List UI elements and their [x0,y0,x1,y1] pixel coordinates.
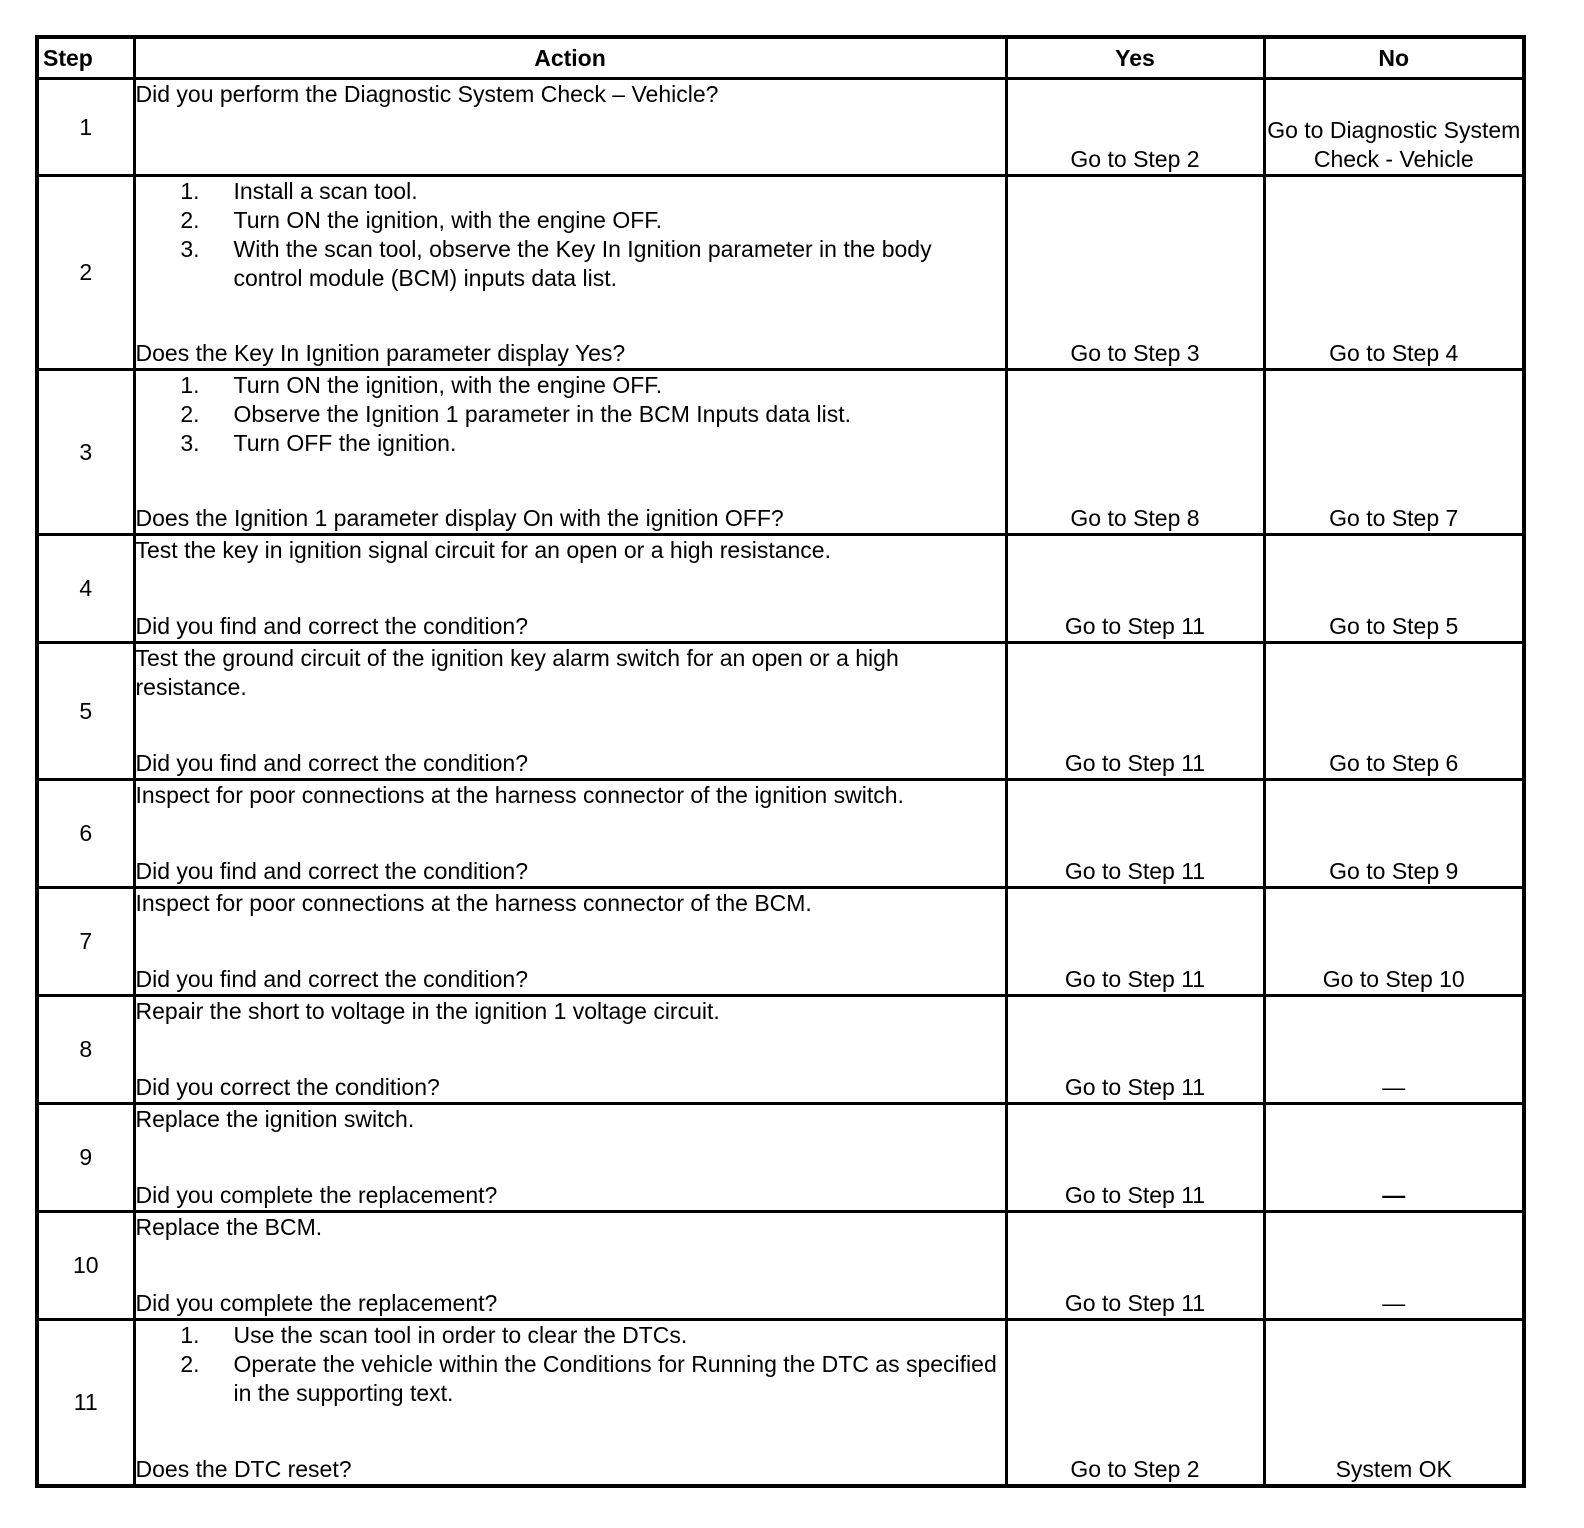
step-number: 9 [37,1104,134,1212]
table-row [37,176,1524,370]
step-number: 2 [37,176,134,370]
header-yes: Yes [1006,37,1264,79]
action-instruction: Test the key in ignition signal circuit for an open or a high resistance. [135,537,831,563]
yes-cell: Go to Step 11 [1006,996,1264,1104]
action-step-item: 1. Turn ON the ignition, with the engine OFF. [180,372,663,398]
action-question: Did you find and correct the condition? [135,966,529,992]
action-question: Does the Ignition 1 parameter display On with the ignition OFF? [135,505,784,531]
action-question: Did you find and correct the condition? [135,613,529,639]
table-row [37,1104,1524,1212]
action-cell [134,780,1006,888]
action-content [136,997,1005,1102]
yes-cell: Go to Step 11 [1006,1212,1264,1320]
no-cell: — [1264,1104,1524,1212]
yes-cell: Go to Step 2 [1006,79,1264,176]
no-cell: Go to Step 7 [1264,370,1524,535]
no-cell: System OK [1264,1320,1524,1487]
action-cell [134,888,1006,996]
action-content [136,371,1005,533]
action-cell [134,535,1006,643]
step-number: 5 [37,643,134,780]
action-question: Did you correct the condition? [135,1074,440,1100]
action-instruction: Inspect for poor connections at the harness connector of the ignition switch. [135,782,904,808]
no-cell: — [1264,996,1524,1104]
step-number: 10 [37,1212,134,1320]
step-number: 8 [37,996,134,1104]
step-number: 4 [37,535,134,643]
header-row [37,37,1524,79]
table-header [37,37,1524,79]
action-content [136,1321,1005,1484]
table-row [37,996,1524,1104]
action-cell [134,643,1006,780]
table-row [37,780,1524,888]
no-cell: Go to Step 6 [1264,643,1524,780]
action-instruction: Test the ground circuit of the ignition key alarm switch for an open or a high resistance. [135,645,899,700]
action-instruction: Did you perform the Diagnostic System Check – Vehicle? [135,81,719,107]
yes-cell: Go to Step 11 [1006,643,1264,780]
yes-cell: Go to Step 11 [1006,1104,1264,1212]
action-question: Does the Key In Ignition parameter display Yes? [135,340,626,366]
step-number: 1 [37,79,134,176]
table-row [37,1212,1524,1320]
no-cell: Go to Step 4 [1264,176,1524,370]
action-steps [136,177,1005,293]
action-step-item: 3. Turn OFF the ignition. [180,430,457,456]
action-question: Did you complete the replacement? [135,1182,498,1208]
table-row [37,643,1524,780]
yes-cell: Go to Step 3 [1006,176,1264,370]
action-question: Did you find and correct the condition? [135,750,529,776]
action-cell [134,1212,1006,1320]
action-cell [134,79,1006,176]
table-row [37,1320,1524,1487]
header-step: Step [37,37,134,79]
action-step-item: 1. Use the scan tool in order to clear the DTCs. [180,1322,688,1348]
action-step-item: 2. Turn ON the ignition, with the engine OFF. [180,207,663,233]
action-step-item: 3. With the scan tool, observe the Key In Ignition parameter in the body control module (BCM) inputs data list. [180,236,932,291]
action-question: Did you find and correct the condition? [135,858,529,884]
yes-cell: Go to Step 11 [1006,888,1264,996]
table-row [37,79,1524,176]
yes-cell: Go to Step 8 [1006,370,1264,535]
step-number: 11 [37,1320,134,1487]
action-content [136,536,1005,641]
action-step-item: 1. Install a scan tool. [180,178,418,204]
action-content [136,1213,1005,1318]
action-instruction: Replace the BCM. [135,1214,323,1240]
action-step-item: 2. Operate the vehicle within the Conditions for Running the DTC as specified in the supporting text. [180,1351,997,1406]
action-instruction: Replace the ignition switch. [135,1106,415,1132]
action-content [136,781,1005,886]
yes-cell: Go to Step 2 [1006,1320,1264,1487]
action-cell [134,996,1006,1104]
action-steps [136,371,1005,458]
diagnostic-table [35,35,1526,1488]
action-cell [134,1104,1006,1212]
action-content [136,644,1005,778]
action-steps [136,1321,1005,1408]
no-cell: — [1264,1212,1524,1320]
action-content [136,889,1005,994]
table-row [37,888,1524,996]
action-step-item: 2. Observe the Ignition 1 parameter in the BCM Inputs data list. [180,401,851,427]
action-question: Does the DTC reset? [135,1456,352,1482]
no-cell: Go to Diagnostic System Check - Vehicle [1264,79,1524,176]
action-cell [134,370,1006,535]
step-number: 6 [37,780,134,888]
header-action: Action [134,37,1006,79]
action-cell [134,176,1006,370]
action-content [136,1105,1005,1210]
yes-cell: Go to Step 11 [1006,535,1264,643]
action-instruction: Repair the short to voltage in the ignition 1 voltage circuit. [135,998,720,1024]
action-instruction: Inspect for poor connections at the harness connector of the BCM. [135,890,812,916]
no-cell: Go to Step 5 [1264,535,1524,643]
step-number: 7 [37,888,134,996]
action-content [136,177,1005,368]
header-no: No [1264,37,1524,79]
action-question: Did you complete the replacement? [135,1290,498,1316]
no-cell: Go to Step 9 [1264,780,1524,888]
table-row [37,370,1524,535]
no-cell: Go to Step 10 [1264,888,1524,996]
step-number: 3 [37,370,134,535]
yes-cell: Go to Step 11 [1006,780,1264,888]
action-cell [134,1320,1006,1487]
table-row [37,535,1524,643]
